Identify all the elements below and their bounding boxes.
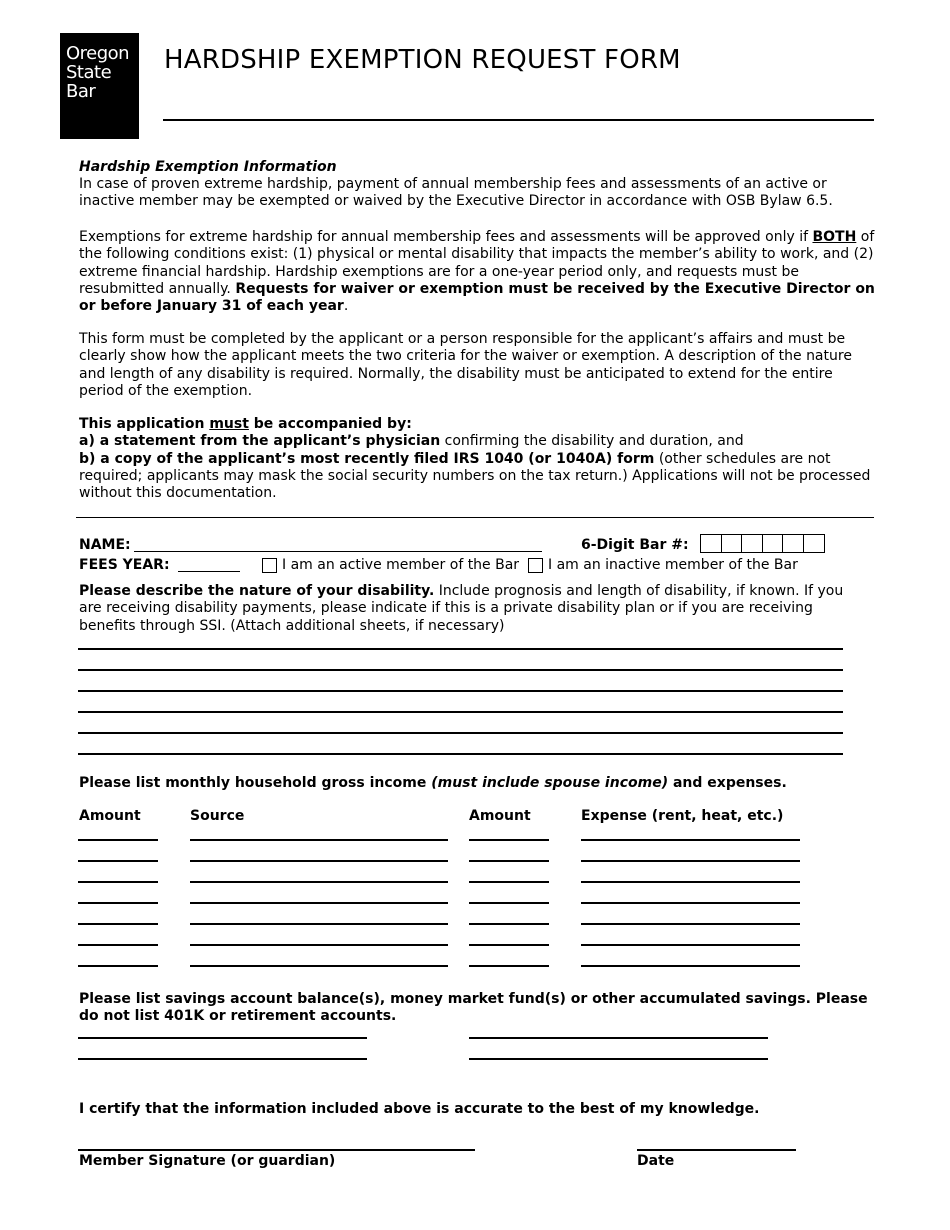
income-source-line[interactable] <box>190 881 448 883</box>
income-instructions <box>79 775 879 792</box>
expense-amount-line[interactable] <box>469 944 549 946</box>
disability-line[interactable] <box>78 753 843 755</box>
name-field[interactable] <box>134 551 542 552</box>
acc-must: must <box>209 416 249 432</box>
income-amount-line[interactable] <box>78 923 158 925</box>
logo-line-3: Bar <box>66 81 96 102</box>
disability-bold: Please describe the nature of your disability. <box>79 583 435 599</box>
column-expense: Expense (rent, heat, etc.) <box>581 808 784 824</box>
inactive-member-checkbox[interactable] <box>528 558 543 573</box>
income-source-line[interactable] <box>190 965 448 967</box>
expense-amount-line[interactable] <box>469 839 549 841</box>
bar-digit-box[interactable] <box>742 535 763 552</box>
disability-line[interactable] <box>78 648 843 650</box>
expense-description-line[interactable] <box>581 944 800 946</box>
acc-a: This application <box>79 416 210 432</box>
savings-instructions: Please list savings account balance(s), money market fund(s) or other accumulated savings. Please do not list 401K or retirement accounts. <box>79 991 868 1025</box>
logo-line-2: State <box>66 62 112 83</box>
savings-line[interactable] <box>78 1058 367 1060</box>
disability-line[interactable] <box>78 732 843 734</box>
column-source: Source <box>190 808 245 824</box>
logo-line-1: Oregon <box>66 43 130 64</box>
disability-line[interactable] <box>78 669 843 671</box>
savings-line[interactable] <box>78 1037 367 1039</box>
income-source-line[interactable] <box>190 902 448 904</box>
income-italic: (must include spouse income) <box>431 775 669 791</box>
fees-year-field[interactable] <box>178 571 240 572</box>
expense-description-line[interactable] <box>581 860 800 862</box>
income-amount-line[interactable] <box>78 839 158 841</box>
disability-line[interactable] <box>78 711 843 713</box>
income-amount-line[interactable] <box>78 881 158 883</box>
accompaniment-block <box>79 416 879 502</box>
income-source-line[interactable] <box>190 944 448 946</box>
expense-description-line[interactable] <box>581 902 800 904</box>
req-a-rest: confirming the disability and duration, and <box>440 433 744 450</box>
info-paragraph-1: In case of proven extreme hardship, payment of annual membership fees and assessments of an active or inactive member may be exempted or waived by the Executive Director in accordance with OSB Bylaw 6.5. <box>79 176 833 210</box>
p2-both: BOTH <box>812 229 857 245</box>
column-amount-income: Amount <box>79 808 141 824</box>
inactive-member-label: I am an inactive member of the Bar <box>548 557 798 573</box>
bar-digit-box[interactable] <box>804 535 825 552</box>
section-divider <box>76 517 874 518</box>
bar-digit-box[interactable] <box>722 535 743 552</box>
date-label: Date <box>637 1153 675 1169</box>
info-paragraph-3: This form must be completed by the applicant or a person responsible for the applicant’s affairs and must be clearly show how the applicant meets the two criteria for the waiver or exemption. A description of the nature and length of any disability is required. Normally, the disability must be anticipated to extend for the entire period of the exemption. <box>79 331 852 399</box>
signature-line[interactable] <box>78 1149 475 1151</box>
active-member-label: I am an active member of the Bar <box>282 557 520 573</box>
savings-line[interactable] <box>469 1058 768 1060</box>
disability-line[interactable] <box>78 690 843 692</box>
bar-digit-box[interactable] <box>783 535 804 552</box>
req-b-rest: (other schedules are not required; applicants may mask the social security numbers on the tax return.) Applications will not be processed without this documentation. <box>79 450 871 502</box>
income-source-line[interactable] <box>190 839 448 841</box>
date-line[interactable] <box>637 1149 796 1151</box>
p2-text-b: of the following conditions exist: (1) physical or mental disability that impacts the member’s ability to work, and (2) extreme financial hardship. Hardship exemptions are for a one-year period only, and requests must be resubmitted annually. <box>79 229 875 297</box>
disability-instructions <box>79 583 869 635</box>
column-amount-expense: Amount <box>469 808 531 824</box>
title-rule <box>163 119 874 121</box>
certification-statement: I certify that the information included above is accurate to the best of my knowledge. <box>79 1101 760 1117</box>
income-source-line[interactable] <box>190 923 448 925</box>
expense-description-line[interactable] <box>581 965 800 967</box>
expense-amount-line[interactable] <box>469 923 549 925</box>
signature-label: Member Signature (or guardian) <box>79 1153 336 1169</box>
active-member-checkbox[interactable] <box>262 558 277 573</box>
bar-number-label: 6-Digit Bar #: <box>581 537 689 553</box>
income-amount-line[interactable] <box>78 860 158 862</box>
expense-amount-line[interactable] <box>469 881 549 883</box>
req-b-bold: b) a copy of the applicant’s most recently filed IRS 1040 (or 1040A) form <box>79 450 655 467</box>
info-heading: Hardship Exemption Information <box>79 159 337 175</box>
info-paragraph-2 <box>79 229 879 315</box>
p2-end: . <box>343 298 349 315</box>
income-amount-line[interactable] <box>78 944 158 946</box>
bar-digit-box[interactable] <box>763 535 784 552</box>
fees-year-label: FEES YEAR: <box>79 557 170 573</box>
p2-text-a: Exemptions for extreme hardship for annual membership fees and assessments will be approved only if <box>79 229 813 245</box>
acc-b: be accompanied by: <box>248 416 412 432</box>
bar-number-field[interactable] <box>700 534 825 553</box>
req-a-bold: a) a statement from the applicant’s physician <box>79 433 441 450</box>
p2-deadline: Requests for waiver or exemption must be received by the Executive Director on or before January 31 of each year <box>79 280 875 315</box>
name-label: NAME: <box>79 537 131 553</box>
savings-line[interactable] <box>469 1037 768 1039</box>
expense-amount-line[interactable] <box>469 902 549 904</box>
expense-description-line[interactable] <box>581 923 800 925</box>
expense-amount-line[interactable] <box>469 860 549 862</box>
oregon-state-bar-logo <box>60 33 139 139</box>
income-amount-line[interactable] <box>78 965 158 967</box>
income-source-line[interactable] <box>190 860 448 862</box>
expense-description-line[interactable] <box>581 881 800 883</box>
expense-description-line[interactable] <box>581 839 800 841</box>
disability-rest: Include prognosis and length of disability, if known. If you are receiving disability payments, please indicate if this is a private disability plan or if you are receiving benefits through SSI. (Attach additional sheets, if necessary) <box>79 583 844 634</box>
bar-digit-box[interactable] <box>701 535 722 552</box>
form-title: HARDSHIP EXEMPTION REQUEST FORM <box>164 45 681 75</box>
expense-amount-line[interactable] <box>469 965 549 967</box>
income-amount-line[interactable] <box>78 902 158 904</box>
income-b: and expenses. <box>668 775 787 791</box>
income-a: Please list monthly household gross income <box>79 775 432 791</box>
